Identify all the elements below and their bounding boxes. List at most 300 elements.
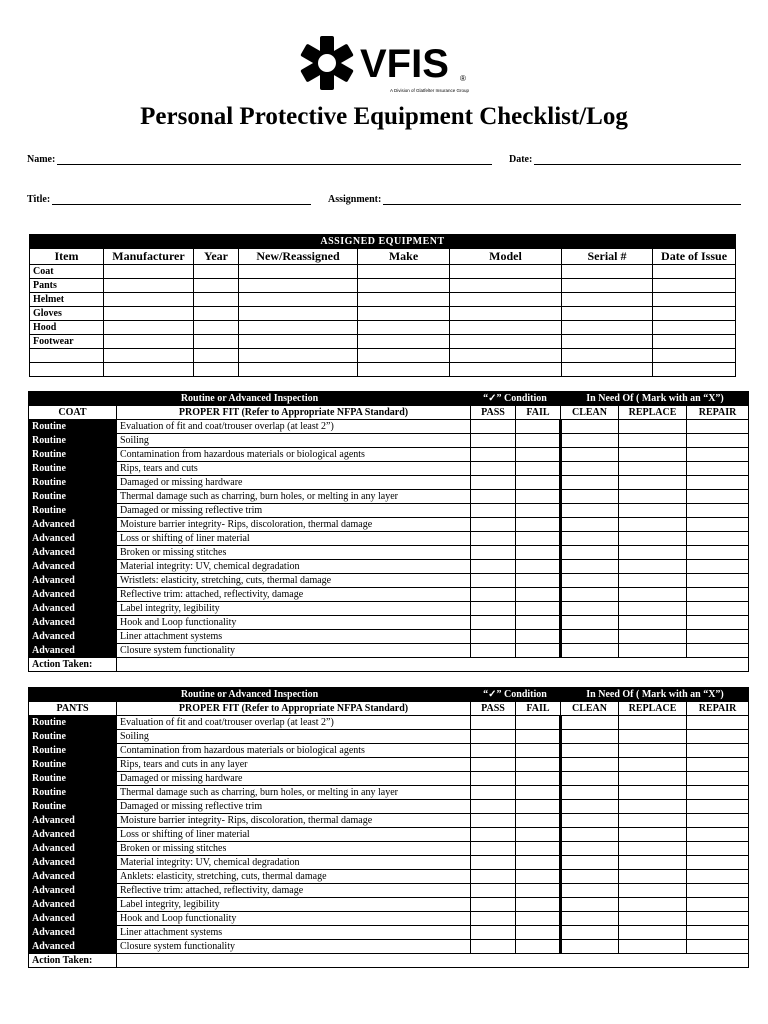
- equipment-entry-cell[interactable]: [239, 307, 358, 321]
- fail-checkbox-cell[interactable]: [516, 574, 561, 588]
- pants-condition-bar-label: “✓” Condition: [471, 688, 561, 702]
- replace-checkbox-cell[interactable]: [619, 758, 687, 772]
- equipment-entry-cell[interactable]: [104, 279, 194, 293]
- coat-column-header: PASS: [471, 406, 516, 420]
- repair-checkbox-cell[interactable]: [687, 716, 749, 730]
- clean-checkbox-cell[interactable]: [561, 490, 619, 504]
- pass-checkbox-cell[interactable]: [471, 926, 516, 940]
- pass-checkbox-cell[interactable]: [471, 588, 516, 602]
- replace-checkbox-cell[interactable]: [619, 420, 687, 434]
- repair-checkbox-cell[interactable]: [687, 644, 749, 658]
- equipment-entry-cell[interactable]: [562, 335, 653, 349]
- clean-checkbox-cell[interactable]: [561, 448, 619, 462]
- clean-checkbox-cell[interactable]: [561, 800, 619, 814]
- pass-checkbox-cell[interactable]: [471, 420, 516, 434]
- equipment-item-label: Hood: [30, 321, 104, 335]
- equipment-entry-cell[interactable]: [239, 279, 358, 293]
- fail-checkbox-cell[interactable]: [516, 758, 561, 772]
- equipment-entry-cell[interactable]: [239, 321, 358, 335]
- equipment-row: [30, 321, 736, 335]
- equipment-entry-cell[interactable]: [194, 335, 239, 349]
- repair-checkbox-cell[interactable]: [687, 448, 749, 462]
- replace-checkbox-cell[interactable]: [619, 560, 687, 574]
- fail-checkbox-cell[interactable]: [516, 786, 561, 800]
- replace-checkbox-cell[interactable]: [619, 912, 687, 926]
- pass-checkbox-cell[interactable]: [471, 786, 516, 800]
- replace-checkbox-cell[interactable]: [619, 490, 687, 504]
- coat-checklist-row: [29, 420, 749, 434]
- repair-checkbox-cell[interactable]: [687, 434, 749, 448]
- repair-checkbox-cell[interactable]: [687, 744, 749, 758]
- equipment-entry-cell[interactable]: [653, 307, 736, 321]
- clean-checkbox-cell[interactable]: [561, 434, 619, 448]
- clean-checkbox-cell[interactable]: [561, 940, 619, 954]
- fail-checkbox-cell[interactable]: [516, 476, 561, 490]
- repair-checkbox-cell[interactable]: [687, 630, 749, 644]
- equipment-item-label: Footwear: [30, 335, 104, 349]
- repair-checkbox-cell[interactable]: [687, 828, 749, 842]
- replace-checkbox-cell[interactable]: [619, 532, 687, 546]
- repair-checkbox-cell[interactable]: [687, 884, 749, 898]
- clean-checkbox-cell[interactable]: [561, 744, 619, 758]
- assignment-line[interactable]: [383, 196, 741, 205]
- fail-checkbox-cell[interactable]: [516, 420, 561, 434]
- clean-checkbox-cell[interactable]: [561, 560, 619, 574]
- equipment-entry-cell[interactable]: [358, 279, 450, 293]
- equipment-entry-cell[interactable]: [562, 363, 653, 377]
- repair-checkbox-cell[interactable]: [687, 532, 749, 546]
- pass-checkbox-cell[interactable]: [471, 616, 516, 630]
- fail-checkbox-cell[interactable]: [516, 448, 561, 462]
- clean-checkbox-cell[interactable]: [561, 814, 619, 828]
- clean-checkbox-cell[interactable]: [561, 926, 619, 940]
- replace-checkbox-cell[interactable]: [619, 518, 687, 532]
- fail-checkbox-cell[interactable]: [516, 602, 561, 616]
- pants-column-header: REPAIR: [687, 702, 749, 716]
- inspection-type-label: Advanced: [29, 912, 117, 926]
- inspection-type-label: Routine: [29, 462, 117, 476]
- fail-checkbox-cell[interactable]: [516, 730, 561, 744]
- coat-checklist-row: [29, 588, 749, 602]
- inspection-type-label: Routine: [29, 490, 117, 504]
- repair-checkbox-cell[interactable]: [687, 870, 749, 884]
- replace-checkbox-cell[interactable]: [619, 434, 687, 448]
- fail-checkbox-cell[interactable]: [516, 504, 561, 518]
- replace-checkbox-cell[interactable]: [619, 644, 687, 658]
- clean-checkbox-cell[interactable]: [561, 476, 619, 490]
- inspection-item-description: Reflective trim: attached, reflectivity, damage: [117, 884, 471, 898]
- equipment-entry-cell[interactable]: [194, 265, 239, 279]
- repair-checkbox-cell[interactable]: [687, 518, 749, 532]
- equipment-entry-cell[interactable]: [239, 335, 358, 349]
- equipment-entry-cell[interactable]: [653, 265, 736, 279]
- equipment-entry-cell[interactable]: [239, 363, 358, 377]
- action-taken-field[interactable]: [117, 658, 749, 672]
- pass-checkbox-cell[interactable]: [471, 856, 516, 870]
- fail-checkbox-cell[interactable]: [516, 630, 561, 644]
- fail-checkbox-cell[interactable]: [516, 800, 561, 814]
- replace-checkbox-cell[interactable]: [619, 814, 687, 828]
- repair-checkbox-cell[interactable]: [687, 476, 749, 490]
- repair-checkbox-cell[interactable]: [687, 898, 749, 912]
- equipment-entry-cell[interactable]: [450, 321, 562, 335]
- equipment-header-cell: Model: [450, 249, 562, 265]
- title-label: Title:: [27, 194, 51, 205]
- date-field[interactable]: [509, 154, 741, 165]
- pass-checkbox-cell[interactable]: [471, 814, 516, 828]
- replace-checkbox-cell[interactable]: [619, 588, 687, 602]
- clean-checkbox-cell[interactable]: [561, 602, 619, 616]
- pass-checkbox-cell[interactable]: [471, 644, 516, 658]
- fail-checkbox-cell[interactable]: [516, 814, 561, 828]
- equipment-entry-cell[interactable]: [104, 349, 194, 363]
- date-label: Date:: [509, 154, 533, 165]
- equipment-entry-cell[interactable]: [194, 307, 239, 321]
- pass-checkbox-cell[interactable]: [471, 546, 516, 560]
- replace-checkbox-cell[interactable]: [619, 504, 687, 518]
- pants-inspection-table: [28, 687, 749, 968]
- replace-checkbox-cell[interactable]: [619, 462, 687, 476]
- pass-checkbox-cell[interactable]: [471, 730, 516, 744]
- clean-checkbox-cell[interactable]: [561, 504, 619, 518]
- pants-column-header: PANTS: [29, 702, 117, 716]
- equipment-entry-cell[interactable]: [104, 293, 194, 307]
- equipment-entry-cell[interactable]: [653, 321, 736, 335]
- equipment-header-cell: New/Reassigned: [239, 249, 358, 265]
- title-field[interactable]: [27, 194, 311, 205]
- inspection-type-label: Advanced: [29, 814, 117, 828]
- clean-checkbox-cell[interactable]: [561, 588, 619, 602]
- fail-checkbox-cell[interactable]: [516, 926, 561, 940]
- pass-checkbox-cell[interactable]: [471, 462, 516, 476]
- repair-checkbox-cell[interactable]: [687, 940, 749, 954]
- inspection-item-description: Loss or shifting of liner material: [117, 828, 471, 842]
- inspection-item-description: Hook and Loop functionality: [117, 616, 471, 630]
- replace-checkbox-cell[interactable]: [619, 940, 687, 954]
- equipment-entry-cell[interactable]: [562, 321, 653, 335]
- assignment-field[interactable]: [328, 194, 741, 205]
- equipment-entry-cell[interactable]: [450, 293, 562, 307]
- equipment-header-cell: Date of Issue: [653, 249, 736, 265]
- fail-checkbox-cell[interactable]: [516, 772, 561, 786]
- clean-checkbox-cell[interactable]: [561, 518, 619, 532]
- equipment-item-label: Pants: [30, 279, 104, 293]
- star-of-life-icon: [298, 34, 356, 92]
- fail-checkbox-cell[interactable]: [516, 490, 561, 504]
- replace-checkbox-cell[interactable]: [619, 730, 687, 744]
- equipment-entry-cell[interactable]: [194, 279, 239, 293]
- equipment-header-cell: Serial #: [562, 249, 653, 265]
- pass-checkbox-cell[interactable]: [471, 828, 516, 842]
- replace-checkbox-cell[interactable]: [619, 856, 687, 870]
- repair-checkbox-cell[interactable]: [687, 912, 749, 926]
- inspection-item-description: Reflective trim: attached, reflectivity, damage: [117, 588, 471, 602]
- equipment-row: [30, 349, 736, 363]
- repair-checkbox-cell[interactable]: [687, 490, 749, 504]
- equipment-entry-cell[interactable]: [653, 293, 736, 307]
- pass-checkbox-cell[interactable]: [471, 504, 516, 518]
- repair-checkbox-cell[interactable]: [687, 420, 749, 434]
- replace-checkbox-cell[interactable]: [619, 574, 687, 588]
- equipment-entry-cell[interactable]: [358, 335, 450, 349]
- equipment-entry-cell[interactable]: [562, 265, 653, 279]
- repair-checkbox-cell[interactable]: [687, 856, 749, 870]
- pants-checklist-row: [29, 786, 749, 800]
- fail-checkbox-cell[interactable]: [516, 532, 561, 546]
- inspection-type-label: Advanced: [29, 644, 117, 658]
- pass-checkbox-cell[interactable]: [471, 560, 516, 574]
- replace-checkbox-cell[interactable]: [619, 772, 687, 786]
- fail-checkbox-cell[interactable]: [516, 518, 561, 532]
- pass-checkbox-cell[interactable]: [471, 716, 516, 730]
- pass-checkbox-cell[interactable]: [471, 800, 516, 814]
- inspection-item-description: Loss or shifting of liner material: [117, 532, 471, 546]
- replace-checkbox-cell[interactable]: [619, 602, 687, 616]
- equipment-entry-cell[interactable]: [653, 335, 736, 349]
- inspection-type-label: Advanced: [29, 602, 117, 616]
- pass-checkbox-cell[interactable]: [471, 912, 516, 926]
- clean-checkbox-cell[interactable]: [561, 884, 619, 898]
- inspection-item-description: Wristlets: elasticity, stretching, cuts, thermal damage: [117, 574, 471, 588]
- fail-checkbox-cell[interactable]: [516, 870, 561, 884]
- pass-checkbox-cell[interactable]: [471, 758, 516, 772]
- replace-checkbox-cell[interactable]: [619, 884, 687, 898]
- assigned-equipment-table: [29, 234, 736, 377]
- equipment-entry-cell[interactable]: [239, 265, 358, 279]
- fail-checkbox-cell[interactable]: [516, 560, 561, 574]
- equipment-entry-cell[interactable]: [450, 279, 562, 293]
- fail-checkbox-cell[interactable]: [516, 644, 561, 658]
- clean-checkbox-cell[interactable]: [561, 758, 619, 772]
- equipment-entry-cell[interactable]: [194, 349, 239, 363]
- clean-checkbox-cell[interactable]: [561, 912, 619, 926]
- equipment-entry-cell[interactable]: [358, 363, 450, 377]
- repair-checkbox-cell[interactable]: [687, 588, 749, 602]
- equipment-entry-cell[interactable]: [104, 265, 194, 279]
- pass-checkbox-cell[interactable]: [471, 434, 516, 448]
- inspection-item-description: Anklets: elasticity, stretching, cuts, thermal damage: [117, 870, 471, 884]
- repair-checkbox-cell[interactable]: [687, 602, 749, 616]
- repair-checkbox-cell[interactable]: [687, 842, 749, 856]
- clean-checkbox-cell[interactable]: [561, 616, 619, 630]
- fail-checkbox-cell[interactable]: [516, 828, 561, 842]
- equipment-entry-cell[interactable]: [653, 363, 736, 377]
- fail-checkbox-cell[interactable]: [516, 588, 561, 602]
- pants-checklist-row: [29, 856, 749, 870]
- replace-checkbox-cell[interactable]: [619, 842, 687, 856]
- inspection-item-description: Liner attachment systems: [117, 926, 471, 940]
- equipment-entry-cell[interactable]: [653, 279, 736, 293]
- equipment-entry-cell[interactable]: [239, 349, 358, 363]
- inspection-type-label: Advanced: [29, 616, 117, 630]
- equipment-entry-cell[interactable]: [562, 307, 653, 321]
- clean-checkbox-cell[interactable]: [561, 786, 619, 800]
- inspection-item-description: Hook and Loop functionality: [117, 912, 471, 926]
- replace-checkbox-cell[interactable]: [619, 828, 687, 842]
- equipment-entry-cell[interactable]: [104, 335, 194, 349]
- clean-checkbox-cell[interactable]: [561, 420, 619, 434]
- repair-checkbox-cell[interactable]: [687, 730, 749, 744]
- equipment-entry-cell[interactable]: [562, 349, 653, 363]
- inspection-item-description: Evaluation of fit and coat/trouser overlap (at least 2”): [117, 716, 471, 730]
- fail-checkbox-cell[interactable]: [516, 434, 561, 448]
- replace-checkbox-cell[interactable]: [619, 448, 687, 462]
- pass-checkbox-cell[interactable]: [471, 744, 516, 758]
- replace-checkbox-cell[interactable]: [619, 870, 687, 884]
- pants-checklist-row: [29, 842, 749, 856]
- inspection-type-label: Advanced: [29, 518, 117, 532]
- repair-checkbox-cell[interactable]: [687, 504, 749, 518]
- clean-checkbox-cell[interactable]: [561, 716, 619, 730]
- title-line[interactable]: [52, 196, 311, 205]
- fail-checkbox-cell[interactable]: [516, 744, 561, 758]
- pass-checkbox-cell[interactable]: [471, 870, 516, 884]
- pass-checkbox-cell[interactable]: [471, 574, 516, 588]
- repair-checkbox-cell[interactable]: [687, 546, 749, 560]
- clean-checkbox-cell[interactable]: [561, 856, 619, 870]
- pass-checkbox-cell[interactable]: [471, 448, 516, 462]
- repair-checkbox-cell[interactable]: [687, 772, 749, 786]
- coat-checklist-row: [29, 574, 749, 588]
- repair-checkbox-cell[interactable]: [687, 462, 749, 476]
- coat-checklist-row: [29, 560, 749, 574]
- equipment-entry-cell[interactable]: [239, 293, 358, 307]
- repair-checkbox-cell[interactable]: [687, 800, 749, 814]
- equipment-entry-cell[interactable]: [358, 265, 450, 279]
- clean-checkbox-cell[interactable]: [561, 546, 619, 560]
- clean-checkbox-cell[interactable]: [561, 574, 619, 588]
- inspection-item-description: Liner attachment systems: [117, 630, 471, 644]
- pants-checklist-row: [29, 800, 749, 814]
- replace-checkbox-cell[interactable]: [619, 476, 687, 490]
- coat-header-bar: [29, 392, 749, 406]
- pants-checklist-row: [29, 940, 749, 954]
- equipment-entry-cell[interactable]: [358, 293, 450, 307]
- repair-checkbox-cell[interactable]: [687, 786, 749, 800]
- clean-checkbox-cell[interactable]: [561, 644, 619, 658]
- pass-checkbox-cell[interactable]: [471, 842, 516, 856]
- equipment-header-cell: Make: [358, 249, 450, 265]
- equipment-entry-cell[interactable]: [450, 307, 562, 321]
- pass-checkbox-cell[interactable]: [471, 884, 516, 898]
- clean-checkbox-cell[interactable]: [561, 870, 619, 884]
- action-taken-field[interactable]: [117, 954, 749, 968]
- replace-checkbox-cell[interactable]: [619, 926, 687, 940]
- coat-inspection-bar-label: Routine or Advanced Inspection: [29, 392, 471, 406]
- equipment-entry-cell[interactable]: [104, 363, 194, 377]
- replace-checkbox-cell[interactable]: [619, 630, 687, 644]
- fail-checkbox-cell[interactable]: [516, 842, 561, 856]
- clean-checkbox-cell[interactable]: [561, 828, 619, 842]
- action-taken-label: Action Taken:: [29, 954, 117, 968]
- pants-need-bar-label: In Need Of ( Mark with an “X”): [561, 688, 749, 702]
- fail-checkbox-cell[interactable]: [516, 856, 561, 870]
- inspection-item-description: Label integrity, legibility: [117, 898, 471, 912]
- equipment-entry-cell[interactable]: [562, 293, 653, 307]
- equipment-entry-cell[interactable]: [358, 349, 450, 363]
- inspection-type-label: Routine: [29, 744, 117, 758]
- equipment-entry-cell[interactable]: [194, 321, 239, 335]
- pass-checkbox-cell[interactable]: [471, 476, 516, 490]
- pass-checkbox-cell[interactable]: [471, 772, 516, 786]
- repair-checkbox-cell[interactable]: [687, 814, 749, 828]
- repair-checkbox-cell[interactable]: [687, 616, 749, 630]
- fail-checkbox-cell[interactable]: [516, 716, 561, 730]
- inspection-type-label: Advanced: [29, 532, 117, 546]
- fail-checkbox-cell[interactable]: [516, 884, 561, 898]
- replace-checkbox-cell[interactable]: [619, 716, 687, 730]
- pass-checkbox-cell[interactable]: [471, 518, 516, 532]
- replace-checkbox-cell[interactable]: [619, 616, 687, 630]
- pass-checkbox-cell[interactable]: [471, 490, 516, 504]
- repair-checkbox-cell[interactable]: [687, 574, 749, 588]
- inspection-type-label: Advanced: [29, 926, 117, 940]
- equipment-entry-cell[interactable]: [450, 335, 562, 349]
- inspection-item-description: Thermal damage such as charring, burn holes, or melting in any layer: [117, 786, 471, 800]
- name-line[interactable]: [57, 156, 492, 165]
- pass-checkbox-cell[interactable]: [471, 940, 516, 954]
- logo-registered-mark: ®: [460, 74, 466, 83]
- clean-checkbox-cell[interactable]: [561, 532, 619, 546]
- replace-checkbox-cell[interactable]: [619, 800, 687, 814]
- equipment-entry-cell[interactable]: [358, 307, 450, 321]
- pass-checkbox-cell[interactable]: [471, 898, 516, 912]
- fail-checkbox-cell[interactable]: [516, 462, 561, 476]
- equipment-entry-cell[interactable]: [450, 363, 562, 377]
- fail-checkbox-cell[interactable]: [516, 546, 561, 560]
- replace-checkbox-cell[interactable]: [619, 786, 687, 800]
- fail-checkbox-cell[interactable]: [516, 898, 561, 912]
- equipment-entry-cell[interactable]: [450, 265, 562, 279]
- clean-checkbox-cell[interactable]: [561, 772, 619, 786]
- name-field[interactable]: [27, 154, 492, 165]
- pass-checkbox-cell[interactable]: [471, 630, 516, 644]
- coat-checklist-row: [29, 476, 749, 490]
- replace-checkbox-cell[interactable]: [619, 744, 687, 758]
- fail-checkbox-cell[interactable]: [516, 616, 561, 630]
- clean-checkbox-cell[interactable]: [561, 630, 619, 644]
- clean-checkbox-cell[interactable]: [561, 842, 619, 856]
- replace-checkbox-cell[interactable]: [619, 546, 687, 560]
- clean-checkbox-cell[interactable]: [561, 898, 619, 912]
- pants-checklist-row: [29, 884, 749, 898]
- pass-checkbox-cell[interactable]: [471, 532, 516, 546]
- equipment-entry-cell[interactable]: [104, 307, 194, 321]
- clean-checkbox-cell[interactable]: [561, 462, 619, 476]
- equipment-entry-cell[interactable]: [194, 293, 239, 307]
- equipment-entry-cell[interactable]: [653, 349, 736, 363]
- pants-checklist-row: [29, 716, 749, 730]
- coat-column-header: PROPER FIT (Refer to Appropriate NFPA Standard): [117, 406, 471, 420]
- equipment-entry-cell[interactable]: [562, 279, 653, 293]
- repair-checkbox-cell[interactable]: [687, 758, 749, 772]
- replace-checkbox-cell[interactable]: [619, 898, 687, 912]
- date-line[interactable]: [534, 156, 741, 165]
- repair-checkbox-cell[interactable]: [687, 926, 749, 940]
- pass-checkbox-cell[interactable]: [471, 602, 516, 616]
- equipment-entry-cell[interactable]: [104, 321, 194, 335]
- fail-checkbox-cell[interactable]: [516, 912, 561, 926]
- clean-checkbox-cell[interactable]: [561, 730, 619, 744]
- equipment-entry-cell[interactable]: [194, 363, 239, 377]
- repair-checkbox-cell[interactable]: [687, 560, 749, 574]
- pants-column-header: PROPER FIT (Refer to Appropriate NFPA Standard): [117, 702, 471, 716]
- pants-checklist-row: [29, 814, 749, 828]
- fail-checkbox-cell[interactable]: [516, 940, 561, 954]
- logo-wordmark: VFIS: [360, 42, 449, 86]
- equipment-entry-cell[interactable]: [450, 349, 562, 363]
- equipment-entry-cell[interactable]: [358, 321, 450, 335]
